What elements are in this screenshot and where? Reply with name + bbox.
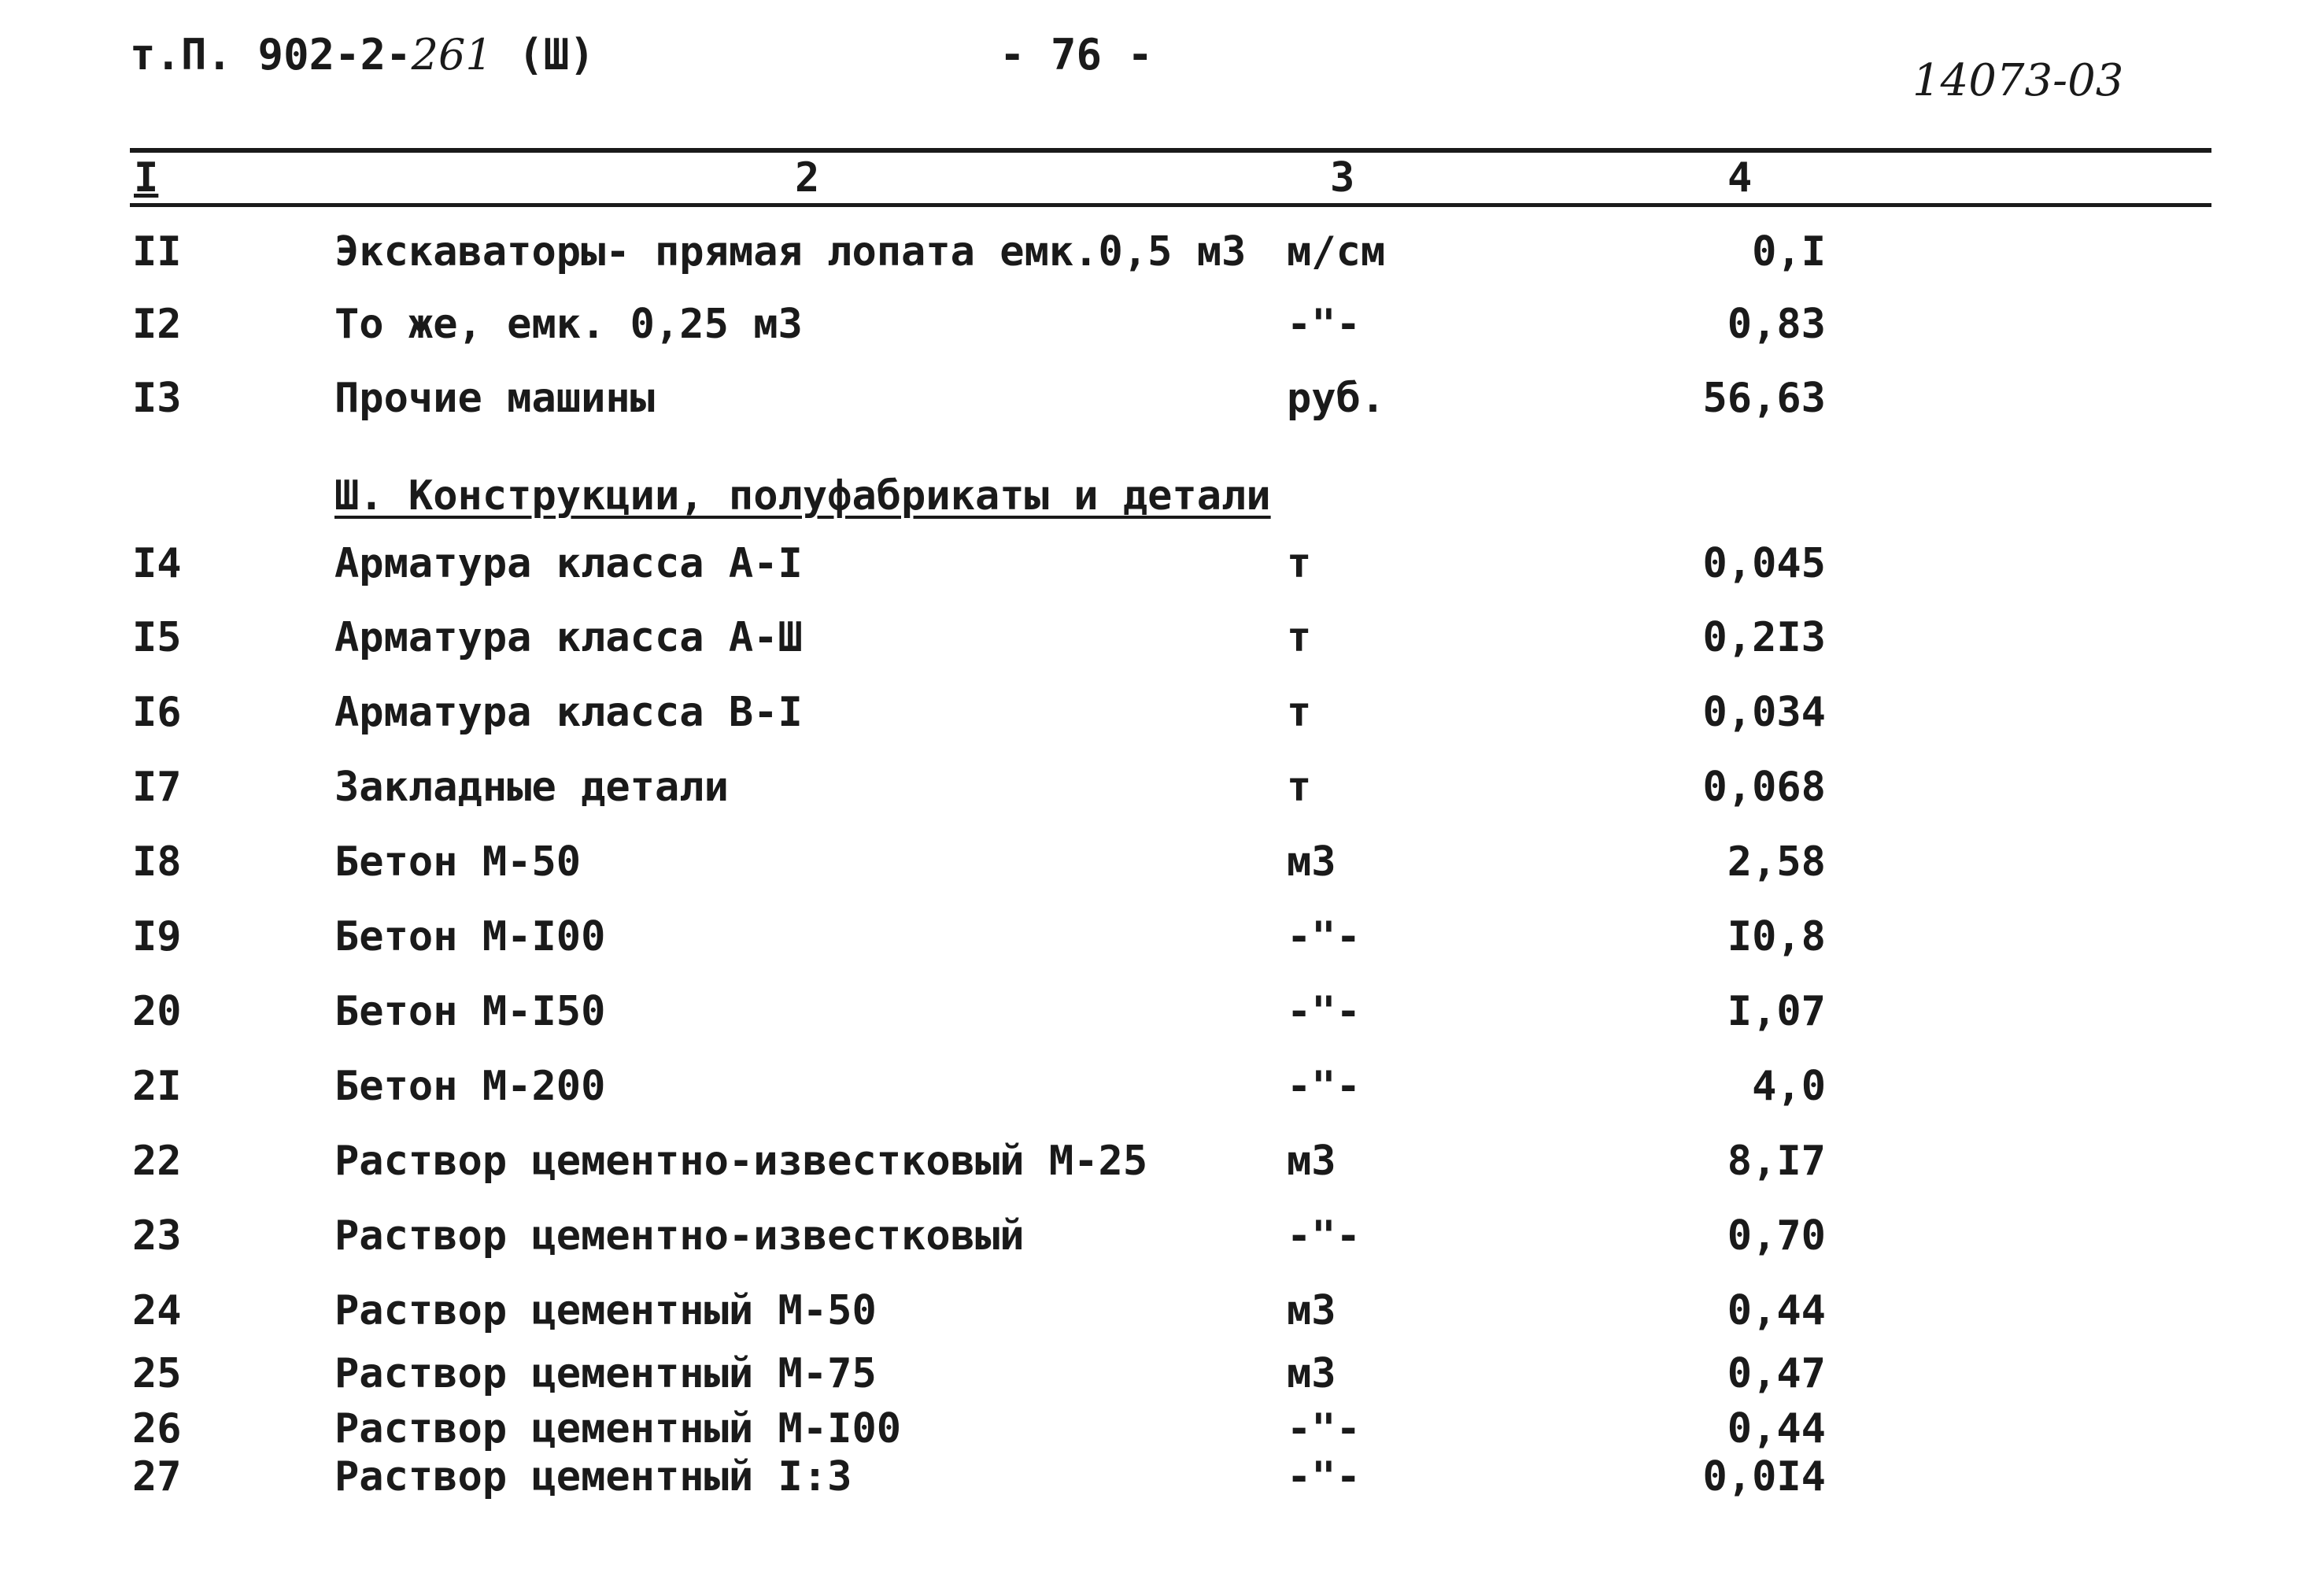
document-code-suffix: (Ш) (518, 30, 595, 80)
table-row (0, 1138, 2324, 1185)
table-row (0, 614, 2324, 661)
row-quantity: 56,63 (1702, 375, 1826, 422)
row-quantity: 0,045 (1702, 540, 1826, 587)
row-number: 22 (132, 1138, 182, 1185)
row-name: Раствор цементно-известковый М-25 (334, 1138, 1148, 1185)
row-number: II (132, 228, 182, 276)
column-header-1: I (134, 154, 159, 202)
table-row (0, 375, 2324, 422)
row-unit: руб. (1287, 375, 1386, 422)
row-number: I5 (132, 614, 182, 661)
document-code (130, 30, 595, 80)
row-number: I2 (132, 301, 182, 348)
row-quantity: 0,034 (1702, 689, 1826, 736)
table-row (0, 764, 2324, 811)
row-number: I6 (132, 689, 182, 736)
section-title: Ш. Конструкции, полуфабрикаты и детали (334, 472, 1271, 520)
table-row (0, 689, 2324, 736)
row-quantity: 0,0I4 (1702, 1453, 1826, 1500)
row-unit: т (1287, 540, 1312, 587)
row-name: Раствор цементный I:3 (334, 1453, 852, 1500)
row-quantity: 0,068 (1702, 764, 1826, 811)
row-unit: т (1287, 614, 1312, 661)
row-number: I4 (132, 540, 182, 587)
row-quantity: 8,I7 (1727, 1138, 1826, 1185)
row-number: 23 (132, 1212, 182, 1260)
row-name: То же, емк. 0,25 м3 (334, 301, 803, 348)
row-unit: т (1287, 764, 1312, 811)
page-number: - 76 - (999, 30, 1154, 80)
table-row (0, 1405, 2324, 1452)
row-quantity: 0,83 (1727, 301, 1826, 348)
row-quantity: 0,2I3 (1702, 614, 1826, 661)
table-row (0, 1287, 2324, 1334)
column-header-4: 4 (1727, 154, 1753, 202)
table-row (0, 1212, 2324, 1260)
row-quantity: 0,47 (1727, 1350, 1826, 1397)
table-row (0, 1350, 2324, 1397)
row-number: I9 (132, 913, 182, 960)
row-name: Бетон М-I00 (334, 913, 606, 960)
row-name: Бетон М-200 (334, 1063, 606, 1110)
row-unit: -"- (1287, 1453, 1361, 1500)
row-unit: -"- (1287, 1212, 1361, 1260)
row-name: Раствор цементно-известковый (334, 1212, 1025, 1260)
row-quantity: 2,58 (1727, 838, 1826, 886)
row-quantity: 0,70 (1727, 1212, 1826, 1260)
table-row (0, 838, 2324, 886)
table-row (0, 1453, 2324, 1500)
row-quantity: 0,44 (1727, 1287, 1826, 1334)
row-unit: м/см (1287, 228, 1386, 276)
table-row (0, 228, 2324, 276)
document-code-prefix: т.П. 902-2- (130, 30, 412, 80)
row-number: 26 (132, 1405, 182, 1452)
column-header-3: 3 (1330, 154, 1355, 202)
table-top-rule (130, 148, 2211, 153)
row-unit: -"- (1287, 1405, 1361, 1452)
row-name: Прочие машины (334, 375, 655, 422)
row-quantity: I0,8 (1727, 913, 1826, 960)
table-row (0, 1063, 2324, 1110)
document-code-handwritten: 261 (411, 30, 493, 80)
row-number: I7 (132, 764, 182, 811)
table-column-headers (0, 154, 2324, 203)
column-header-rule (130, 203, 2211, 207)
row-unit: м3 (1287, 838, 1336, 886)
row-quantity: 0,I (1752, 228, 1826, 276)
table-row (0, 301, 2324, 348)
row-unit: -"- (1287, 913, 1361, 960)
row-unit: м3 (1287, 1287, 1336, 1334)
row-number: I3 (132, 375, 182, 422)
row-name: Арматура класса А-I (334, 540, 803, 587)
row-name: Арматура класса В-I (334, 689, 803, 736)
row-name: Бетон М-I50 (334, 988, 606, 1035)
row-number: 27 (132, 1453, 182, 1500)
row-name: Бетон М-50 (334, 838, 582, 886)
table-row (0, 540, 2324, 587)
row-number: 25 (132, 1350, 182, 1397)
row-name: Раствор цементный М-50 (334, 1287, 877, 1334)
archive-number: 14073-03 (1912, 55, 2124, 106)
row-name: Экскаваторы- прямая лопата емк.0,5 м3 (334, 228, 1247, 276)
row-quantity: I,07 (1727, 988, 1826, 1035)
column-header-2: 2 (795, 154, 820, 202)
row-unit: -"- (1287, 988, 1361, 1035)
row-number: 20 (132, 988, 182, 1035)
table-row (0, 988, 2324, 1035)
row-unit: м3 (1287, 1350, 1336, 1397)
row-unit: т (1287, 689, 1312, 736)
row-quantity: 0,44 (1727, 1405, 1826, 1452)
row-name: Раствор цементный М-I00 (334, 1405, 902, 1452)
row-unit: м3 (1287, 1138, 1336, 1185)
row-name: Закладные детали (334, 764, 729, 811)
row-name: Раствор цементный М-75 (334, 1350, 877, 1397)
row-name: Арматура класса А-Ш (334, 614, 803, 661)
row-unit: -"- (1287, 1063, 1361, 1110)
row-unit: -"- (1287, 301, 1361, 348)
row-number: I8 (132, 838, 182, 886)
row-number: 2I (132, 1063, 182, 1110)
row-quantity: 4,0 (1752, 1063, 1826, 1110)
row-number: 24 (132, 1287, 182, 1334)
table-row (0, 913, 2324, 960)
